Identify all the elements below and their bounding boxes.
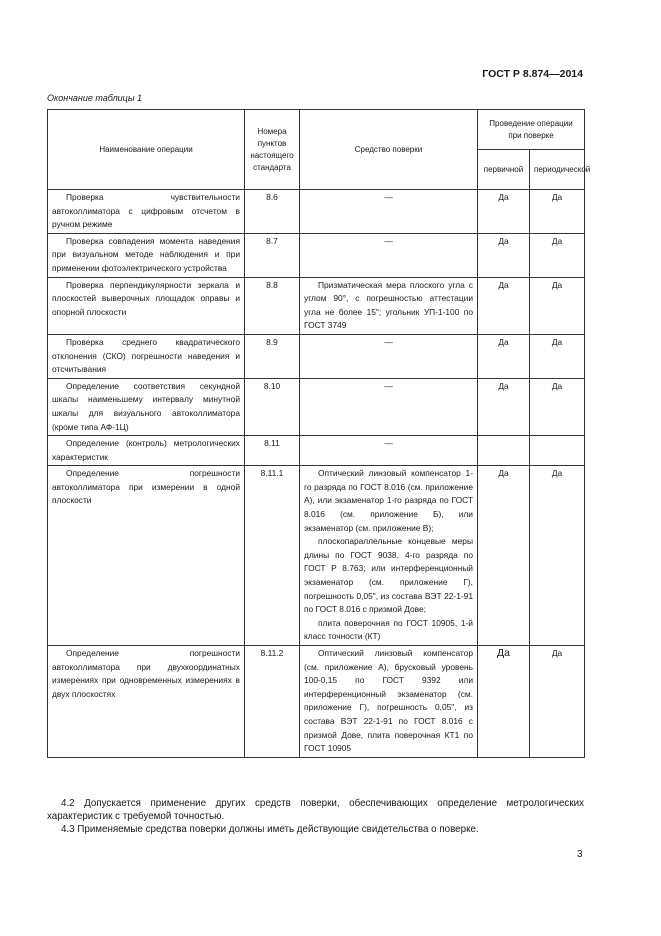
operation-cell: Проверка чувствительности автоколлиматора с цифровым отсчетом в ручном режиме	[48, 190, 245, 234]
table-row	[48, 436, 585, 466]
paragraph-4-2: 4.2 Допускается применение других средств поверки, обеспечивающих определение метрологических характеристик с требуемой точностью.	[47, 798, 584, 823]
means-paragraph: плоскопараллельные концевые меры длины по ГОСТ 9038, 4-го разряда по ГОСТ Р 8.763; или интерференционный экзаменатор (см. приложение Г), погрешность 0,05", из состава ВЭТ 22-1-91 по ГОСТ 8.016 с призмой Дове;	[304, 536, 473, 615]
periodic-cell	[530, 436, 585, 466]
means-cell: Оптический линзовый компенсатор (см. приложение А), брусковый уровень 100-0,15 по ГОСТ 9392 или интерференционный экзаменатор (см. приложение Г), погрешность 0,05", из состава ВЭТ 22-1-91 по ГОСТ 8.016 с призмой Дове, плита поверочная КТ1 по ГОСТ 10905	[300, 646, 478, 758]
primary-cell: Да	[478, 190, 530, 234]
periodic-cell: Да	[530, 378, 585, 435]
table-row	[48, 277, 585, 334]
means-cell	[300, 466, 478, 646]
primary-cell: Да	[478, 646, 530, 758]
item-cell: 8.10	[245, 378, 300, 435]
item-cell: 8.6	[245, 190, 300, 234]
means-cell: —	[300, 190, 478, 234]
item-cell: 8.11.2	[245, 646, 300, 758]
operation-cell: Проверка совпадения момента наведения при визуальном методе наблюдения и при применении фотоэлектрического устройства	[48, 233, 245, 277]
standard-designation: ГОСТ Р 8.874—2014	[482, 68, 583, 80]
primary-cell: Да	[478, 466, 530, 646]
periodic-cell: Да	[530, 233, 585, 277]
header-operation: Наименование операции	[48, 110, 245, 190]
item-cell: 8.11.1	[245, 466, 300, 646]
table-row	[48, 334, 585, 378]
operation-cell: Определение погрешности автоколлиматора при двухкоординатных измерениях при одновременных измерениях в двух плоскостях	[48, 646, 245, 758]
header-periodic: периодической	[530, 150, 585, 190]
table-row	[48, 190, 585, 234]
item-cell: 8.7	[245, 233, 300, 277]
page-number: 3	[577, 849, 583, 860]
table-row	[48, 233, 585, 277]
primary-cell: Да	[478, 233, 530, 277]
primary-cell	[478, 436, 530, 466]
means-cell: —	[300, 233, 478, 277]
periodic-cell: Да	[530, 190, 585, 234]
primary-cell: Да	[478, 378, 530, 435]
means-cell: —	[300, 436, 478, 466]
item-cell: 8.8	[245, 277, 300, 334]
operation-cell: Проверка перпендикулярности зеркала и плоскостей выверочных площадок оправы и опорной плоскости	[48, 277, 245, 334]
table-row	[48, 646, 585, 758]
operation-cell: Проверка среднего квадратического отклонения (СКО) погрешности наведения и отсчитывания	[48, 334, 245, 378]
periodic-cell: Да	[530, 277, 585, 334]
header-conduct: Проведение операции при поверке	[478, 110, 585, 150]
means-cell: Призматическая мера плоского угла с углом 90°, с погрешностью аттестации угла не более 15"; угольник УП-1-100 по ГОСТ 3749	[300, 277, 478, 334]
operation-cell: Определение (контроль) метрологических характеристик	[48, 436, 245, 466]
periodic-cell: Да	[530, 334, 585, 378]
operation-cell: Определение погрешности автоколлиматора при измерении в одной плоскости	[48, 466, 245, 646]
table-row	[48, 378, 585, 435]
means-paragraph: плита поверочная по ГОСТ 10905, 1-й класс точности (КТ)	[304, 617, 473, 642]
periodic-cell: Да	[530, 466, 585, 646]
means-paragraph: Оптический линзовый компенсатор 1-го разряда по ГОСТ 8.016 (см. приложение А), или экзаменатор 1-го разряда по ГОСТ 8.016 (см. приложение Б), или экзаменатор (см. приложение В);	[304, 468, 473, 533]
means-cell: —	[300, 378, 478, 435]
header-means: Средство поверки	[300, 110, 478, 190]
paragraph-4-3: 4.3 Применяемые средства поверки должны иметь действующие свидетельства о поверке.	[61, 824, 479, 835]
operation-cell: Определение соответствия секундной шкалы наименьшему интервалу минутной шкалы для визуального автоколлиматора (кроме типа АФ-1Ц)	[48, 378, 245, 435]
primary-cell: Да	[478, 277, 530, 334]
primary-cell: Да	[478, 334, 530, 378]
item-cell: 8.9	[245, 334, 300, 378]
periodic-cell: Да	[530, 646, 585, 758]
table-caption: Окончание таблицы 1	[47, 93, 142, 103]
item-cell: 8.11	[245, 436, 300, 466]
verification-table	[47, 109, 591, 758]
means-cell: —	[300, 334, 478, 378]
header-primary: первичной	[478, 150, 530, 190]
table-row	[48, 466, 585, 646]
header-items: Номера пунктов настоящего стандарта	[245, 110, 300, 190]
